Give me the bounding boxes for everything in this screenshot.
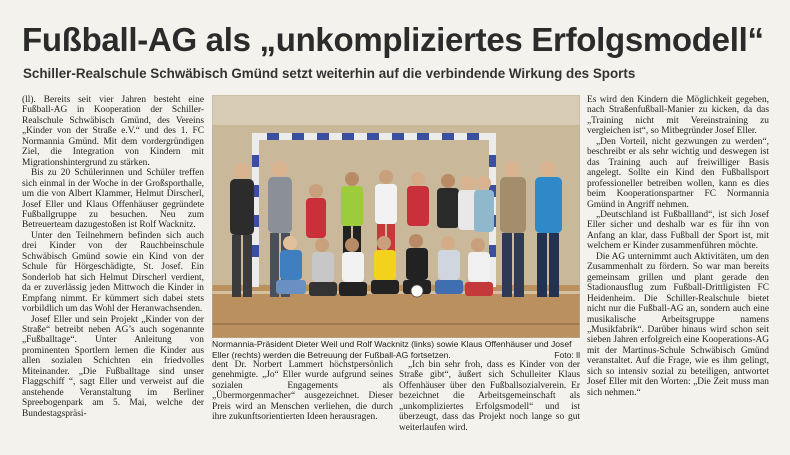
- photo-caption-text: Normannia-Präsident Dieter Weil und Rolf Wacknitz (links) sowie Klaus Offenhäuser und Josef Eller (rechts) werden die Betreuung der Fußball-AG fortsetzen.: [212, 339, 572, 360]
- paragraph: Bis zu 20 Schülerinnen und Schüler treffen sich einmal in der Woche in der Großsporthalle, um die von Albert Klammer, Helmut Dirscherl, Josef Eller und Klaus Offenhäuser gegründete Fußballgruppe zu besuchen. Neu zum Betreuerteam dazugestoßen ist Rolf Wacknitz.: [22, 168, 204, 231]
- text-column-2: [212, 360, 393, 452]
- paragraph: „Ich bin sehr froh, dass es Kinder von der Straße gibt“, äußert sich Schulleiter Klaus Offenhäuser über den Fußballsozialverein. Er bezeichnet die Arbeitsgemeinschaft als „unkompliziertes Erfolgsmodell“ und ist überzeugt, dass das Projekt noch lange so gut weiterlaufen wird.: [399, 360, 580, 433]
- text-column-1: [22, 95, 204, 451]
- photo-credit: Foto: ll: [554, 349, 580, 360]
- paragraph: „Deutschland ist Fußballland“, ist sich Josef Eller sicher und deshalb war es für ihn von Anfang an klar, dass Fußball der Sport ist, mit welchem er Kinder zusammenführen möchte.: [587, 209, 769, 252]
- paragraph: Josef Eller und sein Projekt „Kinder von der Straße“ betreibt neben AG’s auch sogenannte „Fußballtage“. Unter Anleitung von prominenten Sportlern lernen die Kinder aus allen sozialen Schichten ein friedvolles Miteinander. „Die Fußballtage sind unser Flaggschiff “, sagt Eller und verweist auf die anstehende Veranstaltung im Berliner Spreebogenpark am 5. Mai, welche der Bundestagspräsi-: [22, 314, 204, 419]
- paragraph: „Den Vorteil, nicht gezwungen zu werden“, beschreibt er als sehr wichtig und deswegen ist das Training auch auf freiwilliger Basis angelegt. Sollte ein Kind den Fußballsport professioneller betreiben wollen, kann es dies beim Kooperationspartner FC Normannia Gmünd in Angriff nehmen.: [587, 136, 769, 210]
- text-column-4: [587, 95, 769, 451]
- paragraph: Unter den Teilnehmern befinden sich auch drei Kinder von der Rauchbeinschule Schwäbisch Gmünd sowie ein Kind von der Schule für Hörgeschädigte, St. Josef. Ein Sonderlob hat sich Helmut Dirscherl verdient, da er zuverlässig jeden Mittwoch die Kinder in Empfang nimmt. Er kümmert sich dabei stets vorbildlich um das Wohl der Heranwachsenden.: [22, 230, 204, 315]
- paragraph: dent Dr. Norbert Lammert höchstpersönlich genehmigte. „Jo“ Eller wurde aufgrund seines sozialen Engagements als „Übermorgenmacher“ ausgezeichnet. Dieser Preis wird an Menschen verliehen, die durch ihre zukunftsorientierten Ideen herausragen.: [212, 360, 393, 423]
- paragraph: Es wird den Kindern die Möglichkeit gegeben, nach Straßenfußball-Manier zu kicken, da das „Training nicht mit Vereinstraining zu vergleichen ist“, so Mitbegründer Josef Eller.: [587, 95, 769, 137]
- paragraph: Die AG unternimmt auch Aktivitäten, um den Zusammenhalt zu fördern. So war man bereits gemeinsam grillen und plant gerade den Stadionausflug zum Fußball-Drittligisten FC Heidenheim. Die Schiller-Realschule bietet nicht nur die Fußball-AG an, sondern auch eine musikalische Arbeitsgruppe namens „Musikfabrik“. Darüber hinaus wird schon seit sieben Jahren erfolgreich eine Kooperations-AG mit der Martinus-Schule Schwäbisch Gmünd veranstaltet. Auf die Frage, wie es ihm gelingt, sich so intensiv sozial zu beteiligen, antwortet Josef Eller mit den Worten: „Die Zeit muss man sich nehmen.“: [587, 251, 769, 398]
- article-headline: Fußball-AG als „unkompliziertes Erfolgsmodell“: [22, 21, 764, 58]
- article-subheadline: Schiller-Realschule Schwäbisch Gmünd setzt weiterhin auf die verbindende Wirkung des Sports: [23, 66, 636, 81]
- paragraph: (ll). Bereits seit vier Jahren besteht eine Fußball-AG in Kooperation der Schiller-Realschule Schwäbisch Gmünd, des Vereins „Kinder von der Straße e.V.“ und des 1. FC Normannia Gmünd. Mit dem vordergründigen Ziel, die Integration von Kindern mit Migrationshintergrund zu stärken.: [22, 95, 204, 168]
- team-photo: [212, 95, 580, 338]
- photo-caption: [212, 339, 580, 360]
- text-column-3: [399, 360, 580, 452]
- team-photo-illustration: [212, 95, 580, 338]
